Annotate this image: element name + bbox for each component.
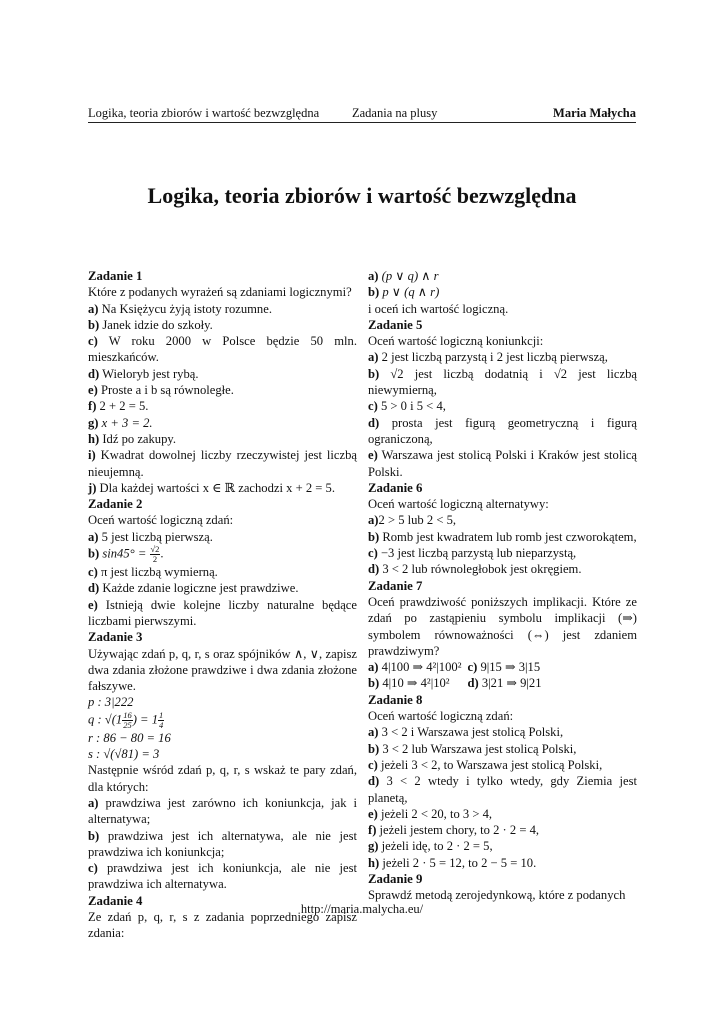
task-2-item-a: a) 5 jest liczbą pierwszą. xyxy=(88,529,213,544)
task-8-intro: Oceń wartość logiczną zdań: xyxy=(368,709,514,724)
task-6-item-d: d) 3 < 2 lub równoległobok jest okręgiem. xyxy=(368,562,582,577)
task-5-item-c: c) 5 > 0 i 5 < 4, xyxy=(368,399,446,414)
task-1-item-b: b) Janek idzie do szkoły. xyxy=(88,317,213,332)
task-3-item-a: a) prawdziwa jest zarówno ich koniunkcja, jak i alternatywa; xyxy=(88,795,357,827)
task-3-item-c: c) prawdziwa jest ich koniunkcja, ale nie jest prawdziwa ich alternatywa. xyxy=(88,861,357,892)
task-2-item-b: b) sin45° = $\frac{√2}{2}$ . xyxy=(88,544,164,565)
task-7-item-b: b) 4|10 ⇒ 4²|10² xyxy=(368,676,450,691)
task-1-item-h: h) Idź po zakupy. xyxy=(88,431,177,446)
task-8-item-b: b) 3 < 2 lub Warszawa jest stolicą Polski, xyxy=(368,741,577,756)
task-3-statement-r: r : 86 − 80 = 16 xyxy=(88,730,171,745)
task-4-outro: i oceń ich wartość logiczną. xyxy=(368,301,509,316)
task-1-intro: Które z podanych wyrażeń są zdaniami logicznymi? xyxy=(88,285,352,300)
right-column xyxy=(368,268,637,904)
task-7-item-c: c) 9|15 ⇒ 3|15 xyxy=(467,660,541,675)
task-3-statement-s: s : √(√81) = 3 xyxy=(88,747,160,762)
task-8-item-c: c) jeżeli 3 < 2, to Warszawa jest stolicą Polski, xyxy=(368,757,603,772)
task-1-item-e: e) Proste a i b są równoległe. xyxy=(88,383,234,398)
task-8-item-e: e) jeżeli 2 < 20, to 3 > 4, xyxy=(368,806,493,821)
page-title: Logika, teoria zbiorów i wartość bezwzględna xyxy=(147,183,577,208)
footer-url: http://maria.malycha.eu/ xyxy=(300,902,424,916)
task-5-intro: Oceń wartość logiczną koniunkcji: xyxy=(368,334,544,349)
task-3-statement-p: p : 3|222 xyxy=(88,695,134,710)
task-2-item-e: e) Istnieją dwie kolejne liczby naturalne będące liczbami pierwszymi. xyxy=(88,597,357,628)
task-7-title: Zadanie 7 xyxy=(368,578,423,593)
task-1-item-a: a) Na Księżycu żyją istoty rozumne. xyxy=(88,301,272,316)
task-2-item-d: d) Każde zdanie logiczne jest prawdziwe. xyxy=(88,581,299,596)
task-1-item-j: j) Dla każdej wartości x ∈ ℝ zachodzi x + 2 = 5. xyxy=(88,480,335,495)
task-4-title: Zadanie 4 xyxy=(88,893,143,908)
task-2-title: Zadanie 2 xyxy=(88,497,143,512)
task-6-intro: Oceń wartość logiczną alternatywy: xyxy=(368,497,549,512)
header-author: Maria Małycha xyxy=(553,106,636,120)
task-8-item-f: f) jeżeli jestem chory, to 2 · 2 = 4, xyxy=(368,823,540,838)
task-8-title: Zadanie 8 xyxy=(368,692,423,707)
task-6-item-a: a)2 > 5 lub 2 < 5, xyxy=(368,513,457,528)
task-8-item-h: h) jeżeli 2 · 5 = 12, to 2 − 5 = 10. xyxy=(368,855,537,870)
task-2-intro: Oceń wartość logiczną zdań: xyxy=(88,513,234,528)
task-3-intro-2: Następnie wśród zdań p, q, r, s wskaż te pary zdań, dla których: xyxy=(88,763,357,794)
task-5-item-d: d) prosta jest figurą geometryczną i figurą ograniczoną, xyxy=(368,415,637,446)
task-1-title: Zadanie 1 xyxy=(88,269,143,283)
task-9-intro: Sprawdź metodą zerojedynkową, które z podanych xyxy=(368,888,626,903)
task-8-item-g: g) jeżeli idę, to 2 · 2 = 5, xyxy=(368,839,493,854)
task-3-item-b: b) prawdziwa jest ich alternatywa, ale nie jest prawdziwa ich koniunkcja; xyxy=(88,828,357,859)
task-1-item-i: i) Kwadrat dowolnej liczby rzeczywistej jest liczbą nieujemną. xyxy=(88,448,357,479)
task-5-item-e: e) Warszawa jest stolicą Polski i Kraków jest stolicą Polski. xyxy=(368,448,638,479)
left-column xyxy=(88,268,357,942)
task-3-title: Zadanie 3 xyxy=(88,630,143,645)
page-header xyxy=(88,104,636,123)
task-1-item-d: d) Wieloryb jest rybą. xyxy=(88,366,199,381)
task-1-item-c: c) W roku 2000 w Polsce będzie 50 mln. mieszkańców. xyxy=(88,334,357,365)
task-6-item-c: c) −3 jest liczbą parzystą lub nieparzystą, xyxy=(368,546,577,561)
header-middle-text: Zadania na plusy xyxy=(352,106,438,120)
task-1-item-f: f) 2 + 2 = 5. xyxy=(88,399,149,414)
task-7-item-d: d) 3|21 ⇒ 9|21 xyxy=(467,676,542,691)
task-3-intro: Używając zdań p, q, r, s oraz spójników ∧, ∨, zapisz dwa zdania złożone prawdziwe i dwa zdania złożone fałszywe. xyxy=(88,646,357,694)
task-8-item-a: a) 3 < 2 i Warszawa jest stolicą Polski, xyxy=(368,725,564,740)
task-7-item-a: a) 4|100 ⇒ 4²|100² xyxy=(368,660,462,675)
fraction: $\frac{√2}{2}$ xyxy=(150,544,160,565)
task-4-item-b: b) p ∨ (q ∧ r) xyxy=(368,285,440,300)
task-8-item-d: d) 3 < 2 wtedy i tylko wtedy, gdy Ziemia jest planetą, xyxy=(368,774,637,805)
task-7-implications xyxy=(368,659,548,692)
task-1-item-g: g) x + 3 = 2. xyxy=(88,415,153,430)
task-7-intro: Oceń prawdziwość poniższych implikacji. Które ze zdań po zastąpieniu symbolu implikacji (⇒) symbolem równoważności (⇔) jest zdaniem prawdziwym? xyxy=(368,594,637,658)
task-4-item-a: a) (p ∨ q) ∧ r xyxy=(368,269,439,283)
header-left-text: Logika, teoria zbiorów i wartość bezwzględna xyxy=(88,106,320,120)
task-5-item-b: b) √2 jest liczbą dodatnią i √2 jest liczbą niewymierną, xyxy=(368,366,637,398)
task-5-title: Zadanie 5 xyxy=(368,317,423,332)
task-5-item-a: a) 2 jest liczbą parzystą i 2 jest liczbą pierwszą, xyxy=(368,350,608,365)
task-4-intro: Ze zdań p, q, r, s z zadania poprzedniego zapisz zdania: xyxy=(88,909,357,941)
task-6-item-b: b) Romb jest kwadratem lub romb jest czworokątem, xyxy=(368,529,637,544)
task-2-item-c: c) π jest liczbą wymierną. xyxy=(88,565,218,580)
task-3-statement-q: q : √(1 $\frac{16}{25}$ ) = 1 $\frac{1}{4}$ xyxy=(88,709,164,730)
task-6-title: Zadanie 6 xyxy=(368,480,423,495)
task-9-title: Zadanie 9 xyxy=(368,871,423,886)
